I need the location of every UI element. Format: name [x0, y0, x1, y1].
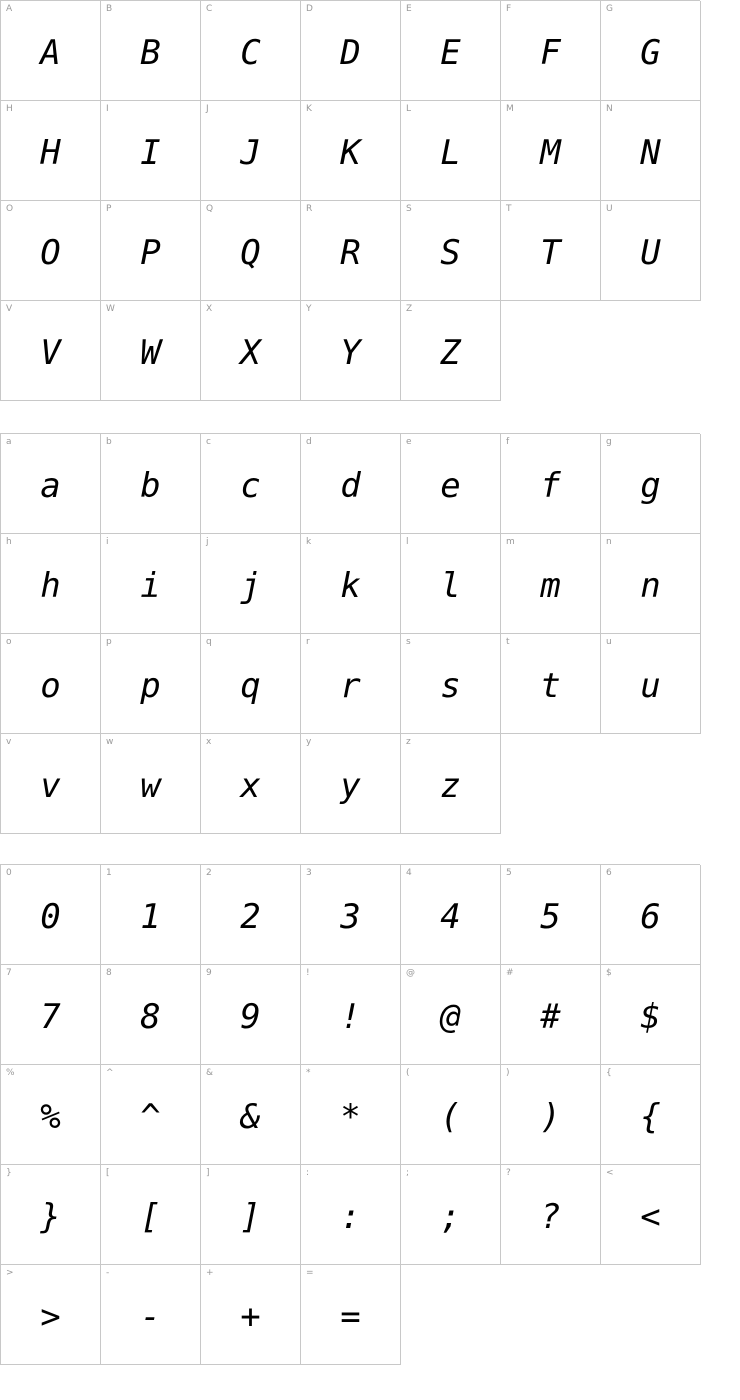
glyph-label: J [206, 104, 209, 114]
glyph-label: m [506, 537, 515, 547]
glyph-cell [301, 1, 401, 101]
glyph-label: s [406, 637, 411, 647]
glyph-sample: a [40, 465, 61, 506]
glyph-sample: 6 [640, 896, 661, 937]
glyph-cell [1, 434, 101, 534]
glyph-sample: ( [440, 1096, 461, 1137]
glyph-cell [101, 1, 201, 101]
glyph-cell [401, 201, 501, 301]
glyph-cell-empty [501, 301, 601, 401]
glyph-cell [501, 1065, 601, 1165]
glyph-sample: B [140, 32, 161, 73]
glyph-label: b [106, 437, 112, 447]
glyph-sample: @ [440, 996, 461, 1037]
glyph-cell [501, 1165, 601, 1265]
glyph-label: 6 [606, 868, 612, 878]
glyph-label: @ [406, 968, 415, 978]
glyph-label: } [6, 1168, 12, 1178]
glyph-cell [401, 965, 501, 1065]
glyph-cell [601, 201, 701, 301]
glyph-sample: K [340, 132, 361, 173]
glyph-label: n [606, 537, 612, 547]
glyph-label: E [406, 4, 412, 14]
glyph-label: - [106, 1268, 110, 1278]
glyph-cell [301, 301, 401, 401]
glyph-label: Y [306, 304, 312, 314]
glyph-cell [401, 865, 501, 965]
glyph-label: u [606, 637, 612, 647]
glyph-cell [1, 865, 101, 965]
glyph-sample: 8 [140, 996, 161, 1037]
glyph-label: % [6, 1068, 15, 1078]
glyph-sample: N [640, 132, 661, 173]
glyph-cell [1, 301, 101, 401]
glyph-label: q [206, 637, 212, 647]
glyph-label: v [6, 737, 12, 747]
glyph-label: C [206, 4, 213, 14]
glyph-label: ( [406, 1068, 410, 1078]
glyph-label: e [406, 437, 412, 447]
glyph-label: U [606, 204, 613, 214]
glyph-sample: l [440, 565, 461, 606]
glyph-label: 1 [106, 868, 112, 878]
glyph-cell [301, 965, 401, 1065]
glyph-cell [301, 1065, 401, 1165]
glyph-label: D [306, 4, 313, 14]
glyph-cell [1, 965, 101, 1065]
glyph-sample: E [440, 32, 461, 73]
section-divider [0, 401, 740, 433]
glyph-cell [101, 101, 201, 201]
glyph-cell [201, 101, 301, 201]
section-digits-and-symbols [0, 864, 740, 1365]
glyph-label: * [306, 1068, 311, 1078]
glyph-sample: e [440, 465, 461, 506]
glyph-sample: ? [540, 1196, 561, 1237]
glyph-label: { [606, 1068, 612, 1078]
glyph-cell [601, 1, 701, 101]
glyph-label: a [6, 437, 12, 447]
glyph-label: y [306, 737, 312, 747]
glyph-label: ] [206, 1168, 210, 1178]
glyph-label: S [406, 204, 412, 214]
glyph-sample: r [340, 665, 361, 706]
glyph-sample: % [40, 1096, 61, 1137]
glyph-sample: I [140, 132, 161, 173]
glyph-sample: [ [140, 1196, 161, 1237]
glyph-cell [101, 634, 201, 734]
glyph-cell [601, 534, 701, 634]
glyph-sample: v [40, 765, 61, 806]
glyph-sample: & [240, 1096, 261, 1137]
glyph-cell [301, 865, 401, 965]
glyph-sample: $ [640, 996, 661, 1037]
glyph-cell-empty [601, 301, 701, 401]
glyph-label: l [406, 537, 409, 547]
glyph-sample: g [640, 465, 661, 506]
glyph-label: z [406, 737, 411, 747]
glyph-label: # [506, 968, 514, 978]
glyph-sample: j [240, 565, 261, 606]
glyph-sample: ; [440, 1196, 461, 1237]
glyph-grid-digits-and-symbols [0, 864, 700, 1365]
glyph-sample: 0 [40, 896, 61, 937]
glyph-cell [101, 1165, 201, 1265]
glyph-sample: i [140, 565, 161, 606]
glyph-cell [501, 101, 601, 201]
glyph-cell [401, 534, 501, 634]
glyph-sample: R [340, 232, 361, 273]
glyph-label: h [6, 537, 12, 547]
glyph-sample: z [440, 765, 461, 806]
section-lowercase [0, 433, 740, 834]
glyph-cell [601, 101, 701, 201]
glyph-sample: m [540, 565, 561, 606]
glyph-cell [101, 1065, 201, 1165]
glyph-sample: F [540, 32, 561, 73]
glyph-sample: n [640, 565, 661, 606]
glyph-label: B [106, 4, 113, 14]
glyph-label: k [306, 537, 312, 547]
glyph-cell [301, 1265, 401, 1365]
glyph-cell [301, 534, 401, 634]
glyph-label: ; [406, 1168, 410, 1178]
glyph-label: K [306, 104, 312, 114]
glyph-cell [501, 434, 601, 534]
glyph-cell [601, 865, 701, 965]
glyph-sample: d [340, 465, 361, 506]
glyph-label: = [306, 1268, 314, 1278]
glyph-sample: # [540, 996, 561, 1037]
glyph-cell [401, 1, 501, 101]
glyph-sample: w [140, 765, 161, 806]
glyph-sample: 7 [40, 996, 61, 1037]
glyph-label: o [6, 637, 12, 647]
glyph-sample: u [640, 665, 661, 706]
glyph-label: ) [506, 1068, 510, 1078]
glyph-cell [101, 965, 201, 1065]
glyph-cell [101, 865, 201, 965]
glyph-cell [201, 1, 301, 101]
glyph-cell [1, 101, 101, 201]
glyph-cell [301, 734, 401, 834]
glyph-cell [101, 534, 201, 634]
glyph-sample: < [640, 1196, 661, 1237]
glyph-label: X [206, 304, 213, 314]
glyph-label: j [206, 537, 209, 547]
glyph-label: M [506, 104, 514, 114]
glyph-cell [601, 1065, 701, 1165]
glyph-cell-empty [601, 1265, 701, 1365]
glyph-cell [501, 534, 601, 634]
glyph-label: > [6, 1268, 14, 1278]
glyph-cell [401, 634, 501, 734]
glyph-label: c [206, 437, 211, 447]
glyph-sample: O [40, 232, 61, 273]
glyph-cell [201, 734, 301, 834]
glyph-sample: 5 [540, 896, 561, 937]
glyph-sample: h [40, 565, 61, 606]
glyph-cell [301, 201, 401, 301]
glyph-cell [401, 434, 501, 534]
glyph-label: 0 [6, 868, 12, 878]
glyph-sample: D [340, 32, 361, 73]
glyph-sample: k [340, 565, 361, 606]
glyph-label: x [206, 737, 212, 747]
glyph-sample: = [340, 1296, 361, 1337]
glyph-label: : [306, 1168, 310, 1178]
glyph-label: N [606, 104, 613, 114]
glyph-cell-empty [501, 1265, 601, 1365]
glyph-label: R [306, 204, 313, 214]
glyph-cell [201, 865, 301, 965]
glyph-label: & [206, 1068, 214, 1078]
glyph-cell [201, 534, 301, 634]
glyph-cell-empty [401, 1265, 501, 1365]
glyph-label: Q [206, 204, 214, 214]
glyph-sample: { [640, 1096, 661, 1137]
glyph-sample: X [240, 332, 261, 373]
glyph-label: 9 [206, 968, 212, 978]
glyph-cell [401, 734, 501, 834]
glyph-cell [1, 1065, 101, 1165]
glyph-sample: } [40, 1196, 61, 1237]
glyph-sample: Z [440, 332, 461, 373]
glyph-cell [601, 434, 701, 534]
glyph-label: T [506, 204, 512, 214]
glyph-sample: ) [540, 1096, 561, 1137]
glyph-sample: T [540, 232, 561, 273]
glyph-label: w [106, 737, 114, 747]
glyph-sample: o [40, 665, 61, 706]
glyph-cell [201, 201, 301, 301]
glyph-label: H [6, 104, 13, 114]
glyph-label: r [306, 637, 310, 647]
glyph-cell [501, 634, 601, 734]
glyph-sample: 4 [440, 896, 461, 937]
glyph-label: ! [306, 968, 310, 978]
glyph-cell [201, 1265, 301, 1365]
glyph-cell [101, 434, 201, 534]
glyph-label: g [606, 437, 612, 447]
glyph-label: 8 [106, 968, 112, 978]
glyph-sample: - [140, 1296, 161, 1337]
glyph-sample: > [40, 1296, 61, 1337]
glyph-label: G [606, 4, 613, 14]
glyph-label: 2 [206, 868, 212, 878]
glyph-label: [ [106, 1168, 110, 1178]
glyph-sample: ^ [140, 1096, 161, 1137]
glyph-label: p [106, 637, 112, 647]
glyph-sample: S [440, 232, 461, 273]
glyph-cell [301, 434, 401, 534]
glyph-sample: q [240, 665, 261, 706]
section-uppercase [0, 0, 740, 401]
glyph-sample: C [240, 32, 261, 73]
glyph-sample: b [140, 465, 161, 506]
glyph-label: 7 [6, 968, 12, 978]
glyph-sample: J [240, 132, 261, 173]
glyph-label: < [606, 1168, 614, 1178]
glyph-grid-lowercase [0, 433, 700, 834]
glyph-label: F [506, 4, 512, 14]
glyph-sample: L [440, 132, 461, 173]
glyph-cell [501, 965, 601, 1065]
glyph-sample: W [140, 332, 161, 373]
glyph-label: O [6, 204, 14, 214]
glyph-sample: p [140, 665, 161, 706]
glyph-cell [101, 734, 201, 834]
glyph-sample: y [340, 765, 361, 806]
glyph-sample: G [640, 32, 661, 73]
glyph-label: V [6, 304, 13, 314]
glyph-cell [301, 634, 401, 734]
glyph-label: L [406, 104, 412, 114]
glyph-cell [201, 634, 301, 734]
glyph-sample: 2 [240, 896, 261, 937]
glyph-label: I [106, 104, 109, 114]
glyph-sample: A [40, 32, 61, 73]
glyph-cell [201, 1065, 301, 1165]
glyph-cell [401, 301, 501, 401]
glyph-cell [201, 1165, 301, 1265]
glyph-grid-uppercase [0, 0, 700, 401]
glyph-cell [401, 101, 501, 201]
glyph-cell [601, 965, 701, 1065]
glyph-cell [401, 1065, 501, 1165]
glyph-sample: M [540, 132, 561, 173]
glyph-cell [501, 865, 601, 965]
glyph-sample: U [640, 232, 661, 273]
glyph-cell [101, 201, 201, 301]
glyph-label: t [506, 637, 510, 647]
glyph-label: 3 [306, 868, 312, 878]
glyph-cell [1, 534, 101, 634]
glyph-sample: x [240, 765, 261, 806]
glyph-sample: ! [340, 996, 361, 1037]
glyph-label: i [106, 537, 109, 547]
glyph-cell [1, 1165, 101, 1265]
glyph-cell [501, 201, 601, 301]
glyph-cell [601, 1165, 701, 1265]
glyph-sample: Y [340, 332, 361, 373]
glyph-cell [1, 734, 101, 834]
glyph-cell [1, 1, 101, 101]
glyph-cell-empty [501, 734, 601, 834]
glyph-sample: ] [240, 1196, 261, 1237]
glyph-label: P [106, 204, 112, 214]
glyph-cell [201, 434, 301, 534]
glyph-sample: P [140, 232, 161, 273]
glyph-cell [1, 1265, 101, 1365]
glyph-sample: 9 [240, 996, 261, 1037]
glyph-cell [1, 634, 101, 734]
glyph-cell [301, 101, 401, 201]
glyph-sample: * [340, 1096, 361, 1137]
glyph-label: ? [506, 1168, 511, 1178]
glyph-cell [201, 965, 301, 1065]
glyph-label: A [6, 4, 13, 14]
glyph-sample: t [540, 665, 561, 706]
section-divider [0, 834, 740, 864]
glyph-label: 4 [406, 868, 412, 878]
glyph-sample: H [40, 132, 61, 173]
glyph-label: ^ [106, 1068, 114, 1078]
glyph-label: $ [606, 968, 612, 978]
glyph-cell [101, 1265, 201, 1365]
glyph-sample: f [540, 465, 561, 506]
glyph-label: 5 [506, 868, 512, 878]
glyph-label: W [106, 304, 115, 314]
glyph-cell [201, 301, 301, 401]
glyph-cell [101, 301, 201, 401]
glyph-cell [401, 1165, 501, 1265]
glyph-label: d [306, 437, 312, 447]
glyph-sample: 1 [140, 896, 161, 937]
glyph-cell [301, 1165, 401, 1265]
glyph-sample: : [340, 1196, 361, 1237]
glyph-sample: + [240, 1296, 261, 1337]
glyph-sample: s [440, 665, 461, 706]
glyph-sample: c [240, 465, 261, 506]
glyph-label: + [206, 1268, 214, 1278]
glyph-label: Z [406, 304, 413, 314]
glyph-sample: 3 [340, 896, 361, 937]
glyph-cell [601, 634, 701, 734]
glyph-cell [501, 1, 601, 101]
glyph-label: f [506, 437, 510, 447]
glyph-sample: Q [240, 232, 261, 273]
glyph-sample: V [40, 332, 61, 373]
glyph-cell-empty [601, 734, 701, 834]
glyph-cell [1, 201, 101, 301]
